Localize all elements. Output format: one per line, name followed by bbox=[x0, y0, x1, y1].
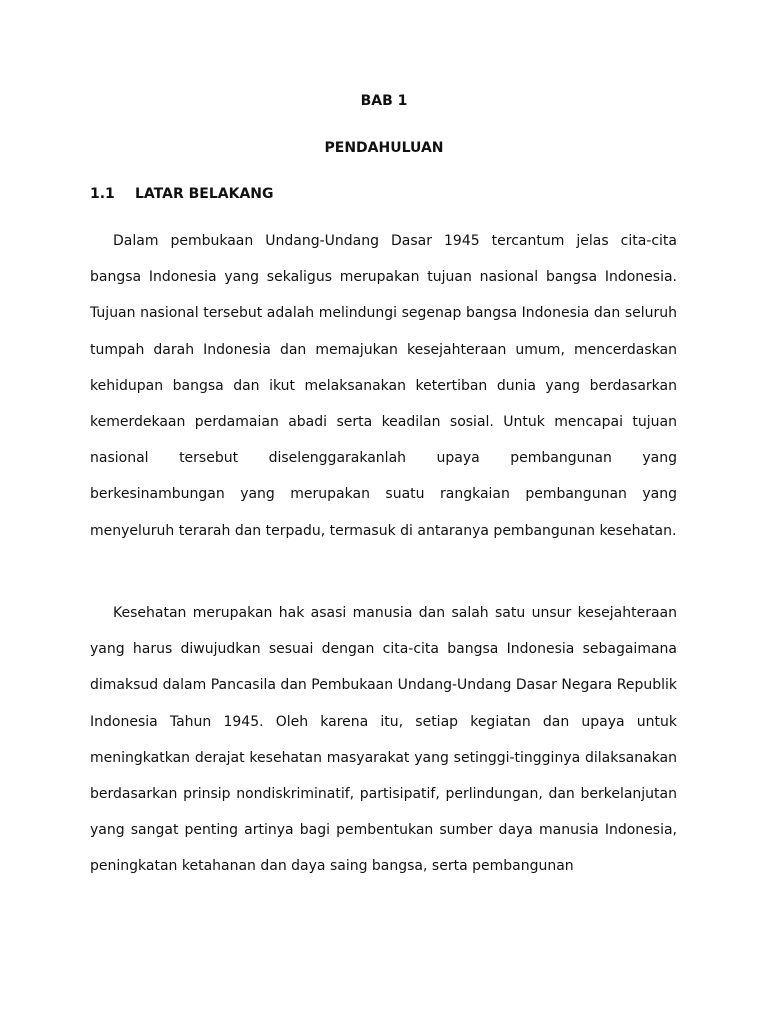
chapter-number: BAB 1 bbox=[360, 93, 408, 109]
paragraph-2: Kesehatan merupakan hak asasi manusia dan salah satu unsur kesejahteraan yang harus diwujudkan sesuai dengan cita-cita bangsa Indonesia sebagaimana dimaksud dalam Pancasila dan Pembukaan Undang-Undang Dasar Negara Republik Indonesia Tahun 1945. Oleh karena itu, setiap kegiatan dan upaya untuk meningkatkan derajat kesehatan masyarakat yang setinggi-tingginya dilaksanakan berdasarkan prinsip nondiskriminatif, partisipatif, perlindungan, dan berkelanjutan yang sangat penting artinya bagi pembentukan sumber daya manusia Indonesia, peningkatan ketahanan dan daya saing bangsa, serta pembangunan bbox=[90, 605, 677, 875]
section-title: LATAR BELAKANG bbox=[135, 186, 274, 202]
section-heading bbox=[90, 185, 274, 203]
paragraph-1: Dalam pembukaan Undang-Undang Dasar 1945 tercantum jelas cita-cita bangsa Indonesia yang sekaligus merupakan tujuan nasional bangsa Indonesia. Tujuan nasional tersebut adalah melindungi segenap bangsa Indonesia dan seluruh tumpah darah Indonesia dan memajukan kesejahteraan umum, mencerdaskan kehidupan bangsa dan ikut melaksanakan ketertiban dunia yang berdasarkan kemerdekaan perdamaian abadi serta keadilan sosial. Untuk mencapai tujuan nasional tersebut diselenggarakanlah upaya pembangunan yang berkesinambungan yang merupakan suatu rangkaian pembangunan yang menyeluruh terarah dan terpadu, termasuk di antaranya pembangunan kesehatan. bbox=[90, 233, 677, 539]
section-number: 1.1 bbox=[90, 186, 115, 202]
chapter-title: PENDAHULUAN bbox=[324, 140, 444, 156]
